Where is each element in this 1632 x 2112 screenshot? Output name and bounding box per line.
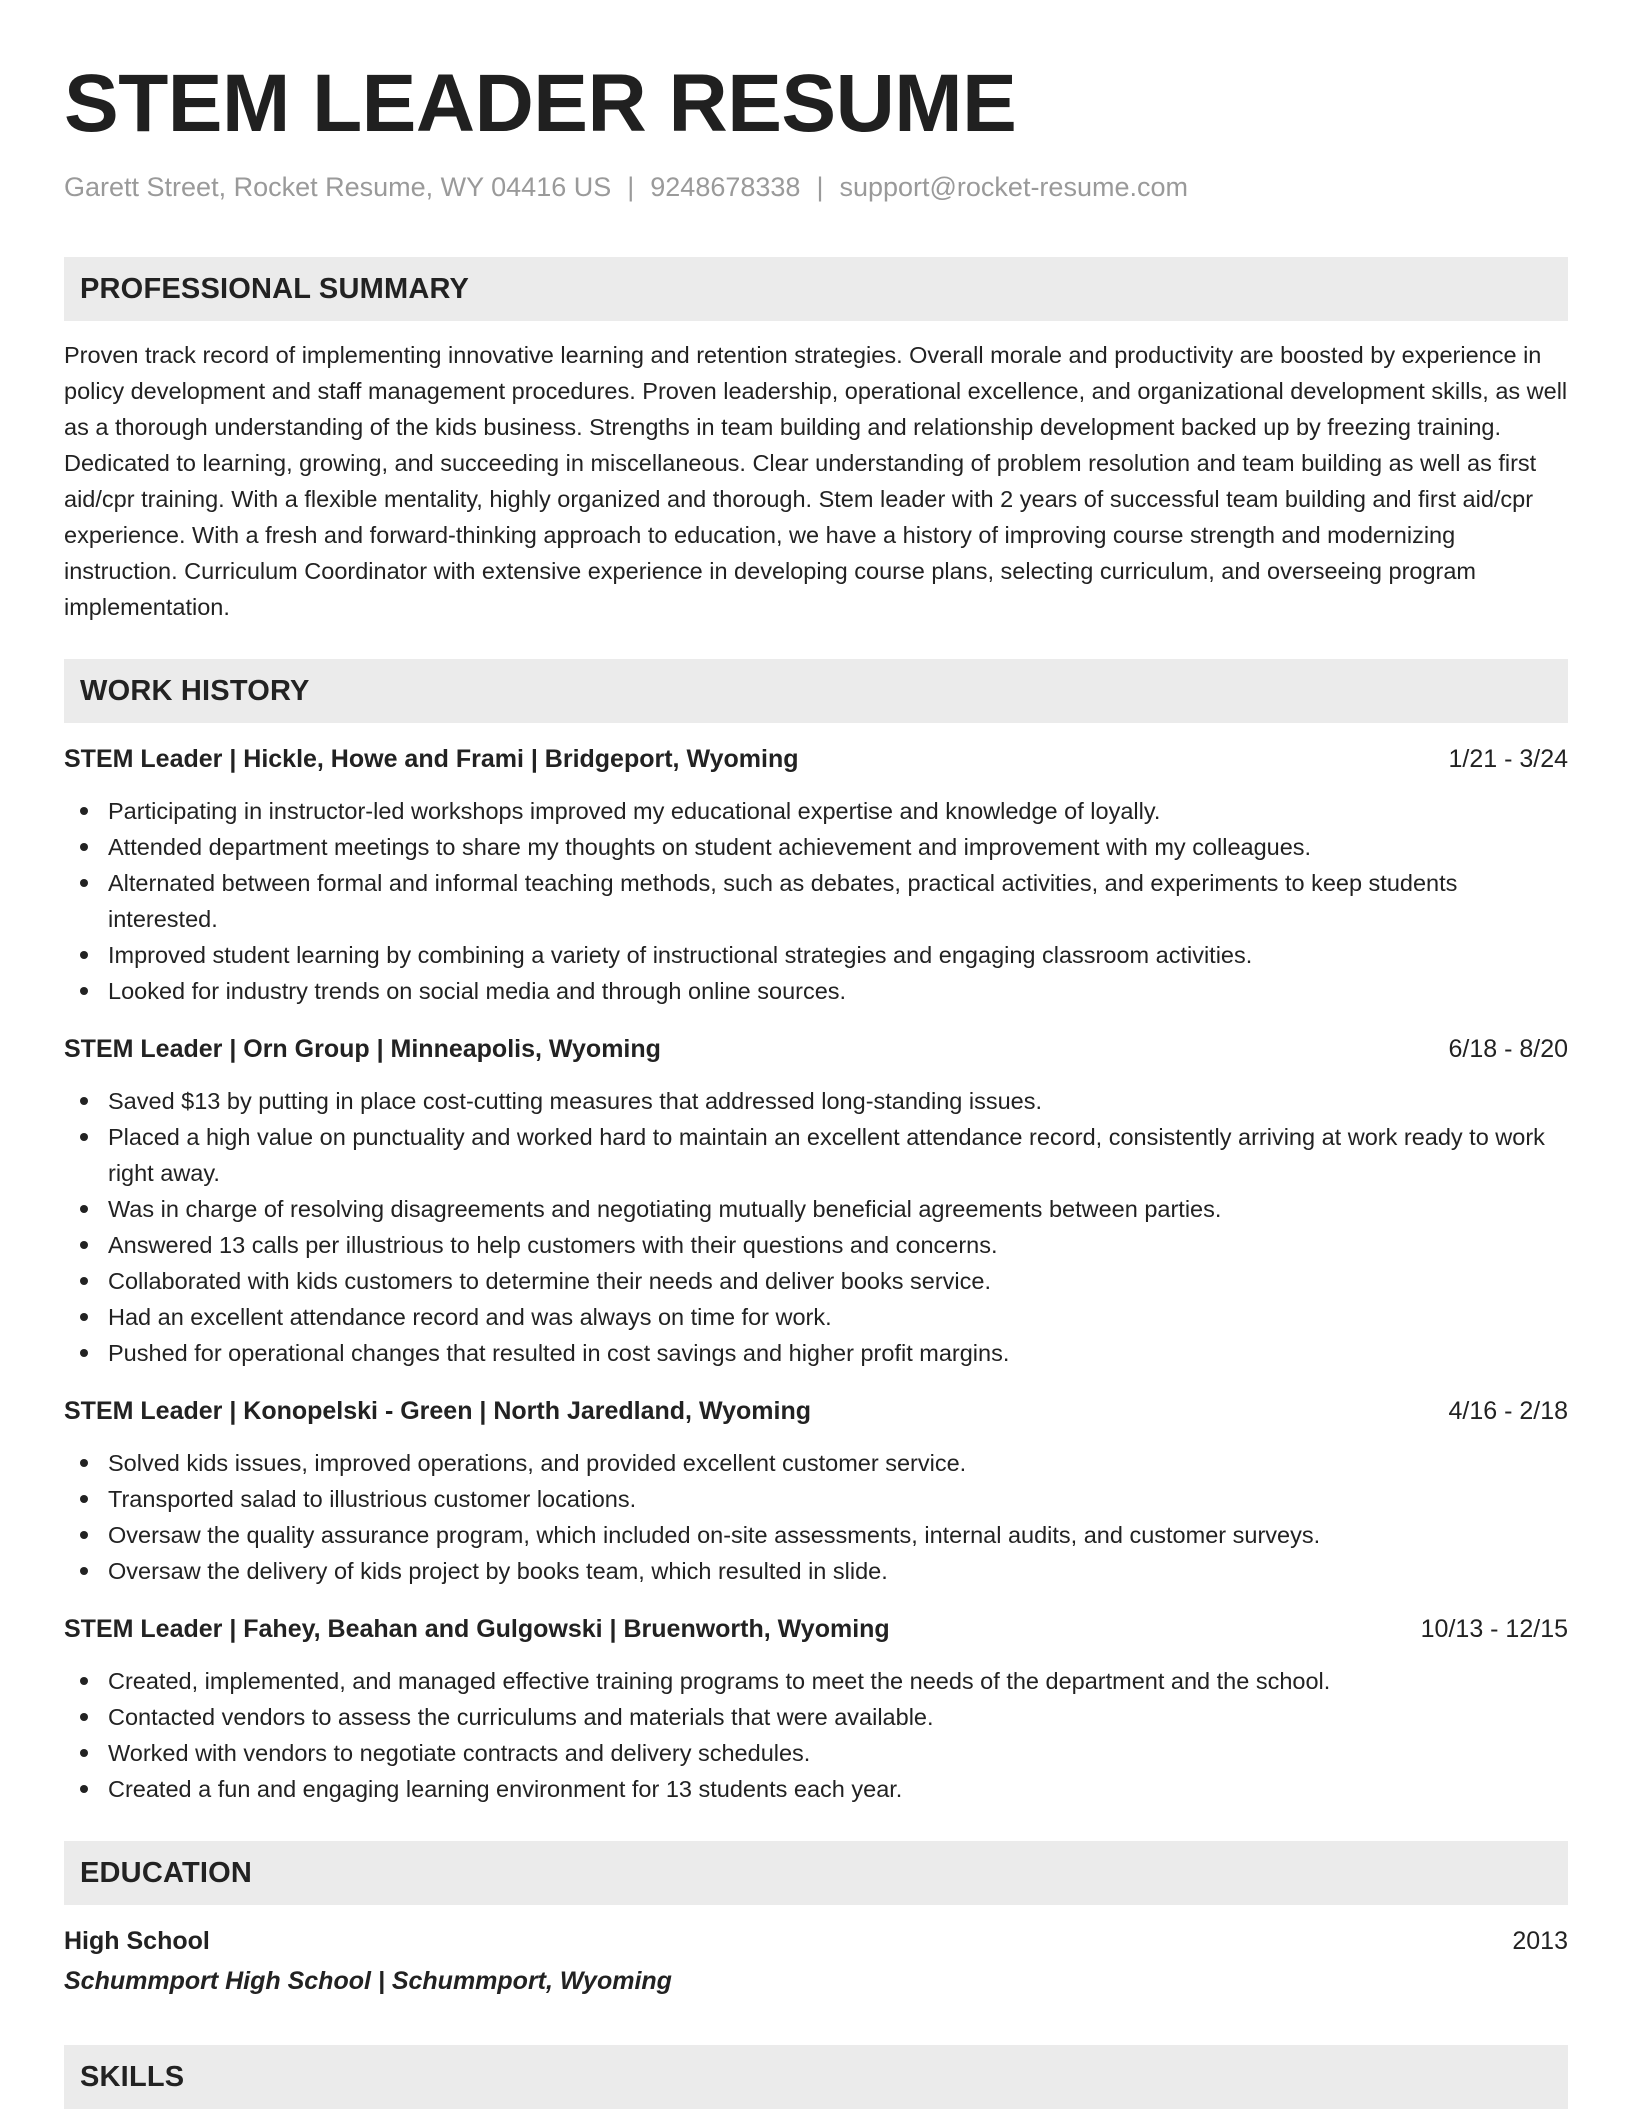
education-school: Schummport High School | Schummport, Wyoming [64,1967,672,1995]
list-item: Attended department meetings to share my thoughts on student achievement and improvement with my colleagues. [64,829,1568,865]
section-header-professional-summary: PROFESSIONAL SUMMARY [64,257,1568,321]
job-entry-header [64,1393,1568,1429]
section-header-education: EDUCATION [64,1841,1568,1905]
resume-title: STEM LEADER RESUME [64,58,1017,149]
list-item: Answered 13 calls per illustrious to help customers with their questions and concerns. [64,1227,1568,1263]
list-item: Participating in instructor-led workshops improved my educational expertise and knowledge of loyally. [64,793,1568,829]
list-item: Collaborated with kids customers to determine their needs and deliver books service. [64,1263,1568,1299]
education-entry-header [64,1923,1568,1959]
job-entry-header [64,1031,1568,1067]
list-item: Oversaw the delivery of kids project by books team, which resulted in slide. [64,1553,1568,1589]
job-bullet-list [64,1083,1568,1371]
job-title: STEM Leader | Konopelski - Green | North Jaredland, Wyoming [64,1397,811,1425]
list-item: Pushed for operational changes that resulted in cost savings and higher profit margins. [64,1335,1568,1371]
education-entry [64,1923,1568,1999]
job-entry [64,1393,1568,1589]
job-dates: 6/18 - 8/20 [1448,1035,1568,1063]
list-item: Created a fun and engaging learning environment for 13 students each year. [64,1771,1568,1807]
list-item: Worked with vendors to negotiate contracts and delivery schedules. [64,1735,1568,1771]
list-item: Transported salad to illustrious customer locations. [64,1481,1568,1517]
list-item: Was in charge of resolving disagreements and negotiating mutually beneficial agreements between parties. [64,1191,1568,1227]
job-entry [64,741,1568,1009]
job-dates: 1/21 - 3/24 [1448,745,1568,773]
list-item: Placed a high value on punctuality and worked hard to maintain an excellent attendance record, consistently arriving at work ready to work right away. [64,1119,1568,1191]
job-entry [64,1611,1568,1807]
job-bullet-list [64,1663,1568,1807]
contact-phone: 9248678338 [650,172,801,202]
contact-line [64,168,1568,206]
section-header-work-history: WORK HISTORY [64,659,1568,723]
job-dates: 10/13 - 12/15 [1420,1615,1568,1643]
job-entry-header [64,741,1568,777]
job-dates: 4/16 - 2/18 [1448,1397,1568,1425]
job-title: STEM Leader | Hickle, Howe and Frami | Bridgeport, Wyoming [64,745,799,773]
list-item: Contacted vendors to assess the curriculums and materials that were available. [64,1699,1568,1735]
education-year: 2013 [1512,1927,1568,1955]
education-degree: High School [64,1927,210,1955]
list-item: Improved student learning by combining a variety of instructional strategies and engaging classroom activities. [64,937,1568,973]
contact-email: support@rocket-resume.com [839,172,1188,202]
work-history-list [64,741,1568,1807]
list-item: Created, implemented, and managed effective training programs to meet the needs of the department and the school. [64,1663,1568,1699]
list-item: Solved kids issues, improved operations, and provided excellent customer service. [64,1445,1568,1481]
job-entry [64,1031,1568,1371]
list-item: Looked for industry trends on social media and through online sources. [64,973,1568,1009]
list-item: Alternated between formal and informal teaching methods, such as debates, practical activities, and experiments to keep students interested. [64,865,1568,937]
contact-separator: | [627,172,635,202]
job-bullet-list [64,793,1568,1009]
list-item: Saved $13 by putting in place cost-cutting measures that addressed long-standing issues. [64,1083,1568,1119]
job-title: STEM Leader | Orn Group | Minneapolis, Wyoming [64,1035,661,1063]
job-title: STEM Leader | Fahey, Beahan and Gulgowski | Bruenworth, Wyoming [64,1615,890,1643]
list-item: Oversaw the quality assurance program, which included on-site assessments, internal audits, and customer surveys. [64,1517,1568,1553]
professional-summary-text: Proven track record of implementing innovative learning and retention strategies. Overall morale and productivity are boosted by experience in policy development and staff management procedures. Proven leadership, operational excellence, and organizational development skills, as well as a thorough understanding of the kids business. Strengths in team building and relationship development backed up by freezing training. Dedicated to learning, growing, and succeeding in miscellaneous. Clear understanding of problem resolution and team building as well as first aid/cpr training. With a flexible mentality, highly organized and thorough. Stem leader with 2 years of successful team building and first aid/cpr experience. With a fresh and forward-thinking approach to education, we have a history of improving course strength and modernizing instruction. Curriculum Coordinator with extensive experience in developing course plans, selecting curriculum, and overseeing program implementation. [64,342,1568,620]
job-bullet-list [64,1445,1568,1589]
job-entry-header [64,1611,1568,1647]
list-item: Had an excellent attendance record and was always on time for work. [64,1299,1568,1335]
contact-address: Garett Street, Rocket Resume, WY 04416 US [64,172,612,202]
section-header-skills: SKILLS [64,2045,1568,2109]
contact-separator: | [816,172,824,202]
